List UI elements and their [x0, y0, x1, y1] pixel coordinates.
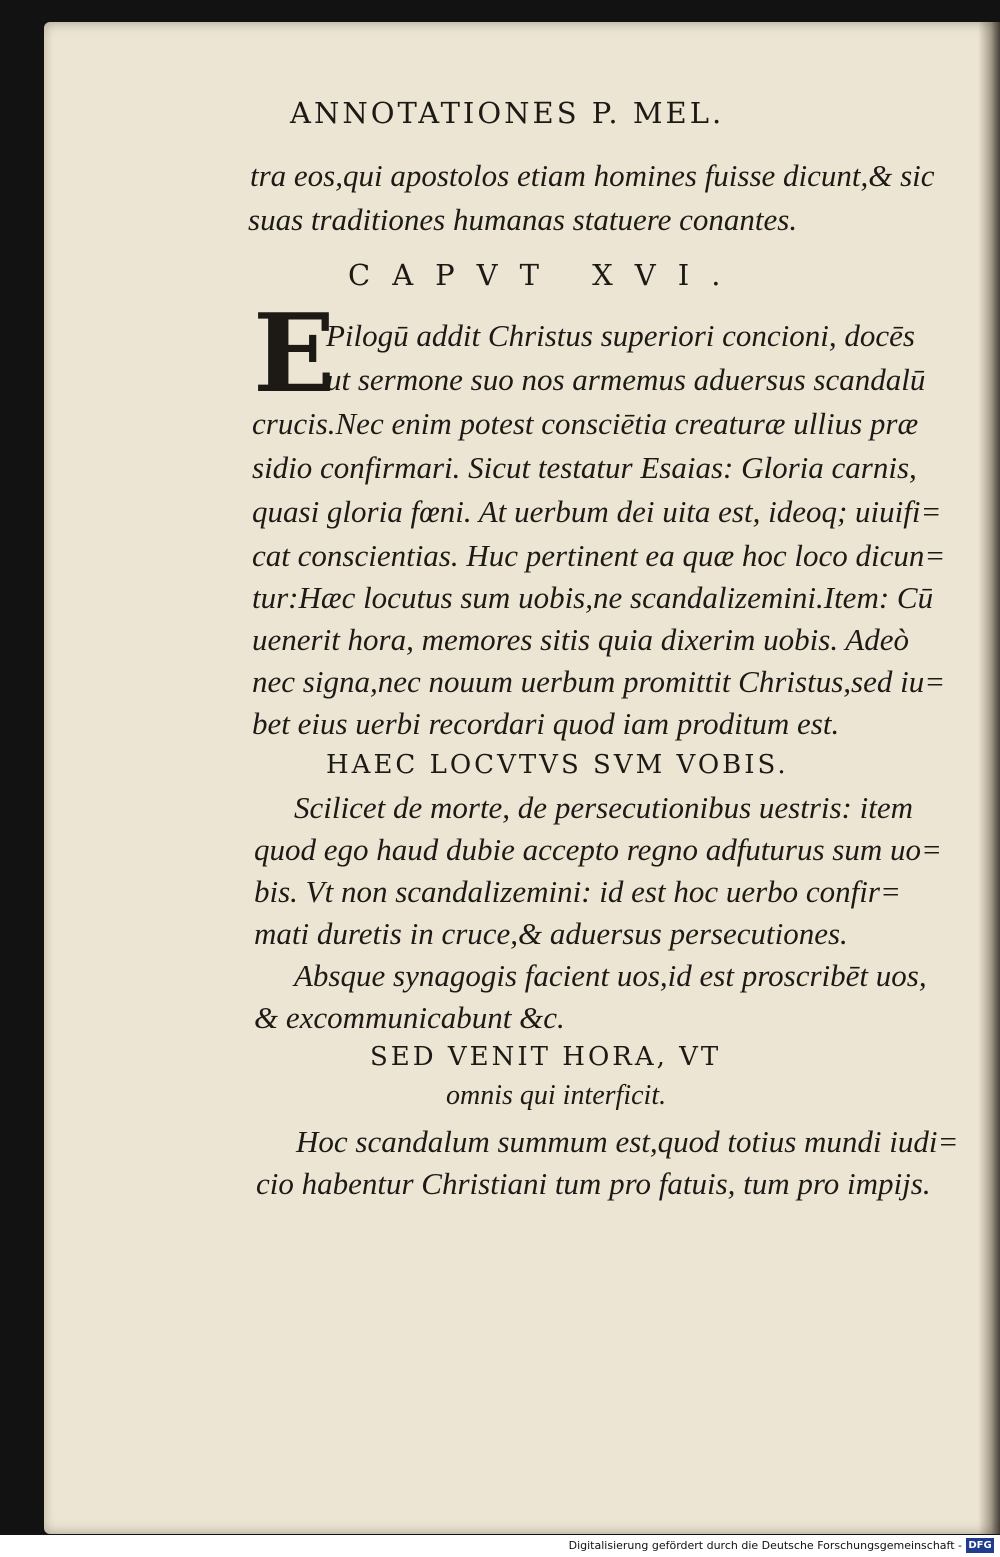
body-line: bet eius uerbi recordari quod iam proditum est. — [252, 706, 840, 741]
lemma-heading: HAEC LOCVTVS SVM VOBIS. — [326, 750, 789, 780]
body-line: uenerit hora, memores sitis quia dixerim uobis. Adeò — [252, 622, 909, 657]
body-line: mati duretis in cruce,& aduersus persecutiones. — [254, 916, 848, 951]
body-line: cio habentur Christiani tum pro fatuis, tum pro impijs. — [256, 1166, 931, 1201]
body-line: crucis.Nec enim potest consciētia creaturæ ullius præ — [252, 406, 919, 441]
body-line: ut sermone suo nos armemus aduersus scandalū — [326, 362, 926, 397]
body-line: Hoc scandalum summum est,quod totius mundi iudi= — [296, 1124, 959, 1159]
body-line: quod ego haud dubie accepto regno adfuturus sum uo= — [254, 832, 942, 867]
body-line: Scilicet de morte, de persecutionibus uestris: item — [294, 790, 914, 825]
body-line: & excommunicabunt &c. — [254, 1000, 565, 1035]
body-line: Absque synagogis facient uos,id est proscribēt uos, — [294, 958, 927, 993]
intro-line: tra eos,qui apostolos etiam homines fuisse dicunt,& sic — [250, 158, 935, 193]
body-line: cat conscientias. Huc pertinent ea quæ hoc loco dicun= — [252, 538, 946, 573]
funding-credit: Digitalisierung gefördert durch die Deutsche Forschungsgemeinschaft - — [568, 1539, 962, 1552]
body-line: nec signa,nec nouum uerbum promittit Christus,sed iu= — [252, 664, 946, 699]
drop-capital: E — [253, 291, 336, 417]
body-line: Pilogū addit Christus superiori concioni, docēs — [326, 318, 915, 353]
body-line: tur:Hæc locutus sum uobis,ne scandalizemini.Item: Cū — [252, 580, 934, 615]
running-header: ANNOTATIONES P. MEL. — [290, 96, 725, 130]
body-line: bis. Vt non scandalizemini: id est hoc uerbo confir= — [254, 874, 901, 909]
body-line: sidio confirmari. Sicut testatur Esaias: Gloria carnis, — [252, 450, 917, 485]
intro-line: suas traditiones humanas statuere conantes. — [248, 202, 798, 237]
dfg-logo: DFG — [966, 1538, 994, 1553]
digitization-footer — [0, 1535, 1000, 1557]
lemma-heading: SED VENIT HORA, VT — [370, 1042, 722, 1072]
chapter-heading: CAPVT XVI. — [348, 258, 743, 292]
page-gutter-shadow — [978, 22, 1000, 1534]
body-line: quasi gloria fœni. At uerbum dei uita est, ideoq; uiuifi= — [252, 494, 942, 529]
lemma-continuation: omnis qui interficit. — [446, 1080, 667, 1111]
